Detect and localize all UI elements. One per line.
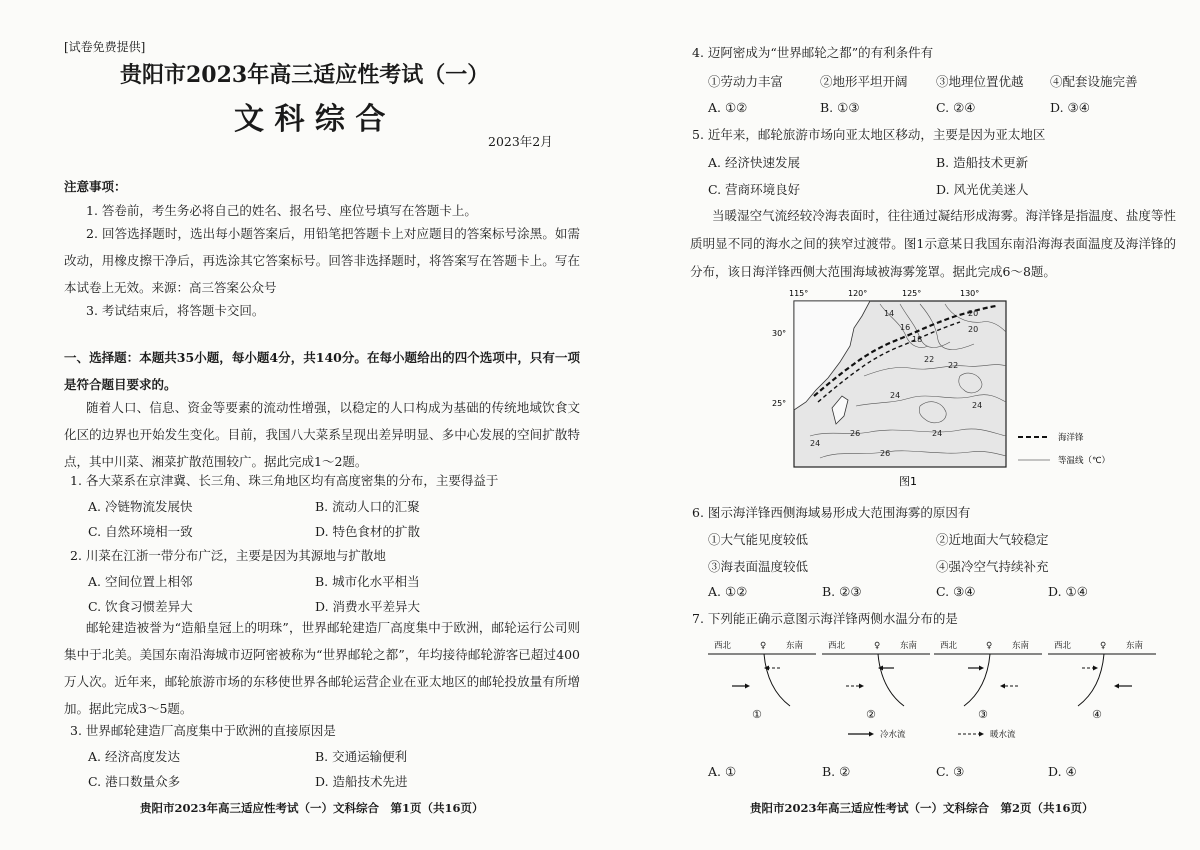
exam-title: 贵阳市2023年高三适应性考试（一） — [120, 62, 490, 88]
q5-option-b[interactable]: B. 造船技术更新 — [936, 155, 1029, 170]
q4-option-a[interactable]: A. ①② — [708, 100, 748, 115]
q4-condition: ③地理位置优越 — [936, 74, 1024, 89]
q3-option-a[interactable]: A. 经济高度发达 — [88, 749, 180, 764]
q6-option-a[interactable]: A. ①② — [708, 584, 748, 599]
q7-option-c[interactable]: C. ③ — [936, 764, 965, 779]
question-3-stem: 3. 世界邮轮建造厂高度集中于欧洲的直接原因是 — [70, 723, 336, 738]
q1-option-a[interactable]: A. 冷链物流发展快 — [88, 499, 193, 514]
q4-option-b[interactable]: B. ①③ — [820, 100, 860, 115]
panel-label: ② — [866, 708, 876, 721]
q6-option-c[interactable]: C. ③④ — [936, 584, 976, 599]
isotherm-label: 18 — [912, 335, 923, 344]
svg-text:东南: 东南 — [1012, 641, 1030, 651]
q6-option-b[interactable]: B. ②③ — [822, 584, 862, 599]
section-header: 一、选择题：本题共35小题，每小题4分，共140分。在每小题给出的四个选项中，只有一项是符合题目要求的。 — [64, 350, 580, 392]
question-4-stem: 4. 迈阿密成为“世界邮轮之都”的有利条件有 — [692, 45, 934, 60]
figure-caption: 图1 — [899, 475, 917, 488]
q4-option-c[interactable]: C. ②④ — [936, 100, 976, 115]
q4-condition: ①劳动力丰富 — [708, 74, 784, 89]
q4-condition: ④配套设施完善 — [1050, 74, 1138, 89]
q3-option-d[interactable]: D. 造船技术先进 — [315, 774, 408, 789]
legend-front-label: 海洋锋 — [1058, 433, 1084, 443]
q7-option-d[interactable]: D. ④ — [1048, 764, 1077, 779]
svg-text:西北: 西北 — [828, 641, 846, 651]
legend-warm-label: 暖水流 — [990, 730, 1016, 740]
svg-text:♀: ♀ — [760, 641, 767, 651]
exam-subject: 文 科 综 合 — [234, 102, 386, 137]
q4-condition: ②地形平坦开阔 — [820, 74, 908, 89]
q2-option-c[interactable]: C. 饮食习惯差异大 — [88, 599, 193, 614]
page-footer: 贵阳市2023年高三适应性考试（一）文科综合 第1页（共16页） — [140, 801, 484, 815]
notes-heading: 注意事项： — [64, 179, 127, 194]
svg-text:♀: ♀ — [874, 641, 881, 651]
panel-1 — [708, 640, 816, 721]
lat-label: 25° — [772, 399, 787, 408]
passage-cruise: 邮轮建造被誉为“造船皇冠上的明珠”，世界邮轮建造厂高度集中于欧洲，邮轮运行公司则集中于北美。美国东南沿海城市迈阿密被称为“世界邮轮之都”，年均接待邮轮游客已超过400万人次。近年来，邮轮旅游市场的东移使世界各邮轮运营企业在亚太地区的邮轮投放量有所增加。据此完成3～5题。 — [64, 620, 580, 716]
isotherm-label: 20 — [968, 309, 979, 318]
isotherm-label: 24 — [932, 429, 943, 438]
q2-option-a[interactable]: A. 空间位置上相邻 — [88, 574, 193, 589]
q6-condition: ②近地面大气较稳定 — [936, 532, 1049, 547]
note-item: 2. 回答选择题时，选出每小题答案后，用铅笔把答题卡上对应题目的答案标号涂黑。如需改动，用橡皮擦干净后，再选涂其它答案标号。回答非选择题时，将答案写在答题卡上。写在本试卷上无效。来源：高三答案公众号 — [64, 226, 580, 295]
q6-option-d[interactable]: D. ①④ — [1048, 584, 1088, 599]
question-1-stem: 1. 各大菜系在京津冀、长三角、珠三角地区均有高度密集的分布，主要得益于 — [70, 473, 499, 488]
water-temperature-diagrams — [708, 636, 1168, 746]
q5-option-a[interactable]: A. 经济快速发展 — [708, 155, 800, 170]
panel-3 — [934, 640, 1042, 721]
legend-isotherm-label: 等温线（℃） — [1058, 456, 1111, 466]
q6-condition: ①大气能见度较低 — [708, 532, 809, 547]
q5-option-d[interactable]: D. 风光优美迷人 — [936, 182, 1029, 197]
note-item: 1. 答卷前，考生务必将自己的姓名、报名号、座位号填写在答题卡上。 — [86, 203, 477, 218]
lon-label: 120° — [848, 289, 868, 298]
svg-text:东南: 东南 — [1126, 641, 1144, 651]
svg-text:西北: 西北 — [714, 641, 732, 651]
svg-text:东南: 东南 — [900, 641, 918, 651]
isotherm-label: 24 — [972, 401, 983, 410]
svg-text:♀: ♀ — [986, 641, 993, 651]
svg-text:♀: ♀ — [1100, 641, 1107, 651]
q2-option-d[interactable]: D. 消费水平差异大 — [315, 599, 421, 614]
question-5-stem: 5. 近年来，邮轮旅游市场向亚太地区移动，主要是因为亚太地区 — [692, 127, 1046, 142]
panel-label: ④ — [1092, 708, 1102, 721]
question-7-stem: 7. 下列能正确示意图示海洋锋两侧水温分布的是 — [692, 611, 958, 626]
passage-sea-fog: 当暖湿空气流经较冷海表面时，往往通过凝结形成海雾。海洋锋是指温度、盐度等性质明显不同的海水之间的狭窄过渡带。图1示意某日我国东南沿海海表面温度及海洋锋的分布，该日海洋锋西侧大范围海域被海雾笼罩。据此完成6～8题。 — [690, 208, 1176, 279]
q7-option-a[interactable]: A. ① — [708, 764, 737, 779]
svg-text:东南: 东南 — [786, 641, 804, 651]
isotherm-label: 14 — [884, 309, 895, 318]
isotherm-label: 26 — [850, 429, 861, 438]
q3-option-b[interactable]: B. 交通运输便利 — [315, 749, 408, 764]
isotherm-label: 24 — [810, 439, 821, 448]
q6-condition: ④强冷空气持续补充 — [936, 559, 1049, 574]
question-6-stem: 6. 图示海洋锋西侧海域易形成大范围海雾的原因有 — [692, 505, 971, 520]
q5-option-c[interactable]: C. 营商环境良好 — [708, 182, 801, 197]
page-2 — [600, 0, 1200, 850]
page-footer: 贵阳市2023年高三适应性考试（一）文科综合 第2页（共16页） — [750, 801, 1094, 815]
panel-4 — [1048, 640, 1156, 721]
q1-option-c[interactable]: C. 自然环境相一致 — [88, 524, 193, 539]
q7-option-b[interactable]: B. ② — [822, 764, 851, 779]
question-2-stem: 2. 川菜在江浙一带分布广泛，主要是因为其源地与扩散地 — [70, 548, 386, 563]
isotherm-label: 22 — [924, 355, 935, 364]
q4-option-d[interactable]: D. ③④ — [1050, 100, 1090, 115]
passage-cuisine: 随着人口、信息、资金等要素的流动性增强，以稳定的人口构成为基础的传统地域饮食文化区的边界也开始发生变化。目前，我国八大菜系呈现出差异明显、多中心发展的空间扩散特点，其中川菜、湘菜扩散范围较广。据此完成1～2题。 — [64, 400, 580, 469]
sst-map-figure — [770, 286, 1190, 496]
q6-condition: ③海表面温度较低 — [708, 559, 809, 574]
isotherm-label: 26 — [880, 449, 891, 458]
panel-label: ① — [752, 708, 762, 721]
svg-text:西北: 西北 — [940, 641, 958, 651]
lon-label: 130° — [960, 289, 980, 298]
svg-text:西北: 西北 — [1054, 641, 1072, 651]
lon-label: 115° — [789, 289, 809, 298]
exam-date: 2023年2月 — [488, 134, 553, 149]
isotherm-label: 22 — [948, 361, 959, 370]
q2-option-b[interactable]: B. 城市化水平相当 — [315, 574, 420, 589]
q3-option-c[interactable]: C. 港口数量众多 — [88, 774, 181, 789]
lon-label: 125° — [902, 289, 922, 298]
isotherm-label: 16 — [900, 323, 911, 332]
lat-label: 30° — [772, 329, 787, 338]
panel-2 — [822, 640, 930, 721]
isotherm-label: 20 — [968, 325, 979, 334]
legend-cold-label: 冷水流 — [880, 730, 906, 740]
q1-option-b[interactable]: B. 流动人口的汇聚 — [315, 499, 420, 514]
free-tag: [试卷免费提供] — [64, 40, 146, 54]
note-item: 3. 考试结束后，将答题卡交回。 — [86, 303, 265, 318]
panel-label: ③ — [978, 708, 988, 721]
isotherm-label: 24 — [890, 391, 901, 400]
q1-option-d[interactable]: D. 特色食材的扩散 — [315, 524, 421, 539]
